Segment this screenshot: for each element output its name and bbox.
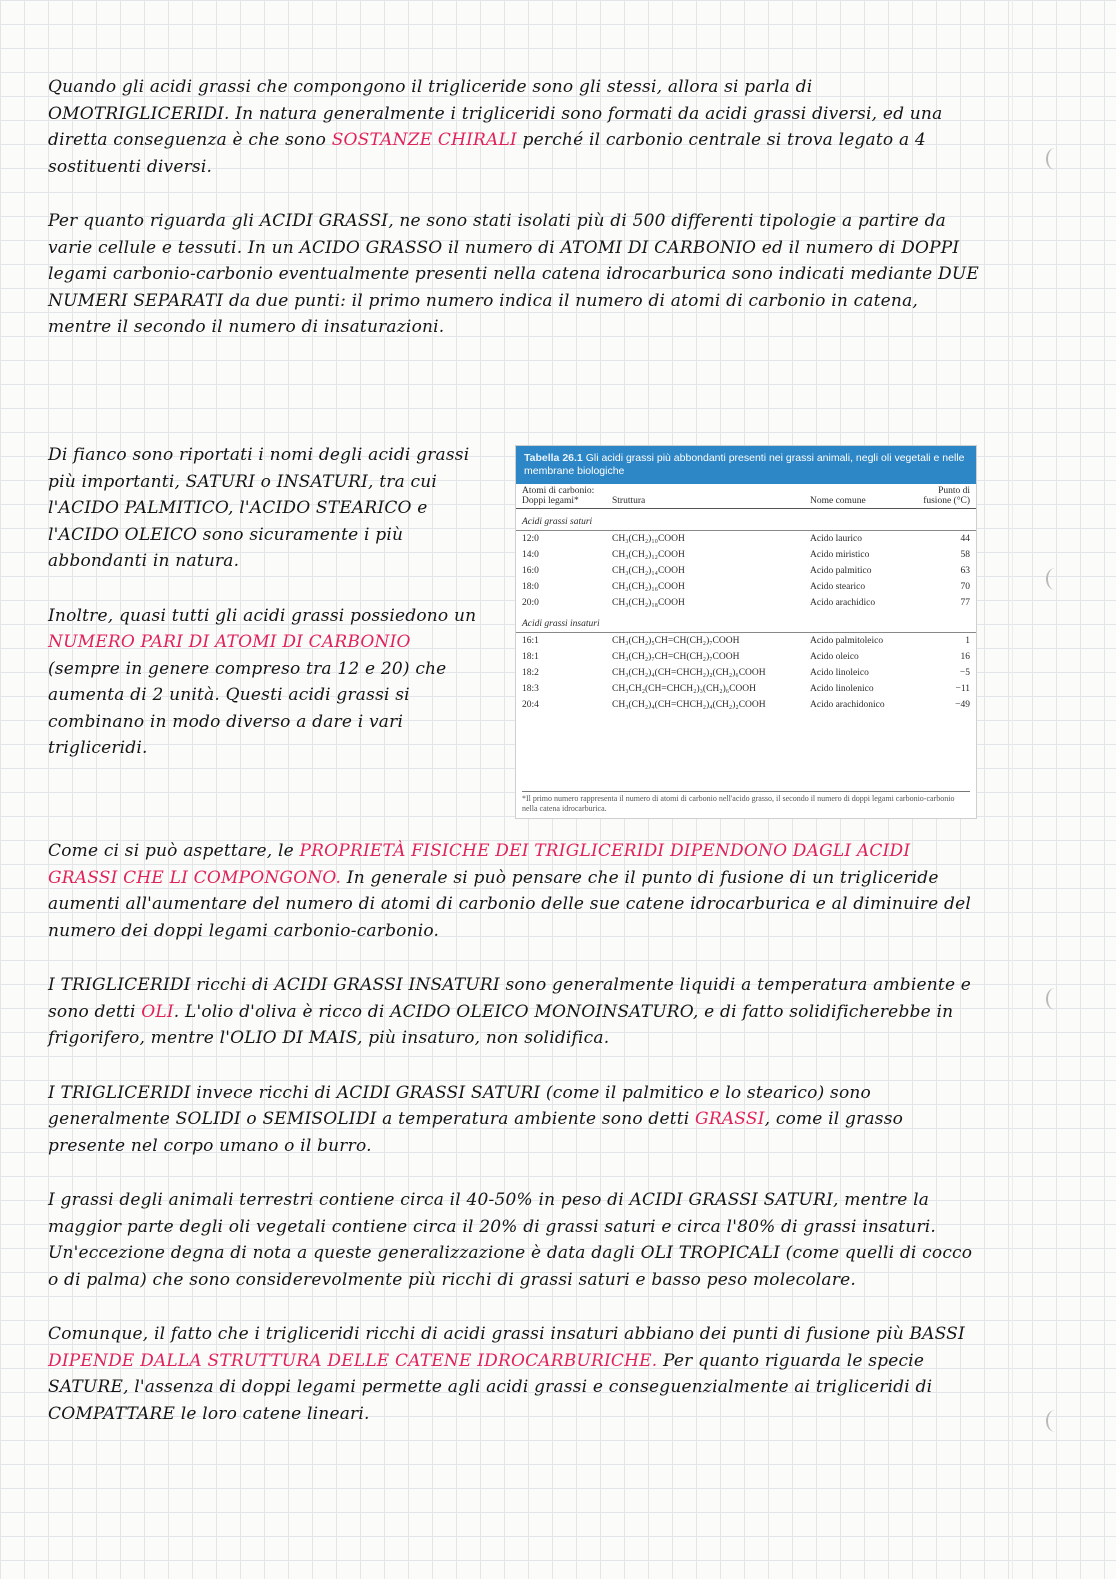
table-row <box>516 649 976 665</box>
binder-ring-mark <box>1046 988 1064 1010</box>
paragraph <box>48 603 480 762</box>
table-caption-text: Gli acidi grassi più abbondanti presenti nei grassi animali, negli oli vegetali e nelle membrane biologiche <box>524 452 965 477</box>
paragraph-gap <box>48 944 983 972</box>
highlight-text: GRASSI <box>695 1109 765 1129</box>
table-cell: Acido linolenico <box>810 684 874 694</box>
table-cell: CH₃(CH₂)₅CH=CH(CH₂)₇COOH <box>612 636 740 646</box>
table-cell: CH₃(CH₂)₄(CH=CHCH₂)₄(CH₂)₂COOH <box>612 700 766 710</box>
body-text: perché il carbonio centrale si trova legato a 4 sostituenti diversi. <box>48 130 926 177</box>
table-cell: 70 <box>960 582 970 592</box>
table-cell: 44 <box>960 534 970 544</box>
table-cell: 18:2 <box>522 668 539 678</box>
table-row <box>516 563 976 579</box>
body-text: Per quanto riguarda le specie SATURE, l'assenza di doppi legami permette agli acidi grassi e conseguenzialmente ai trigliceridi di COMPATTARE le loro catene lineari. <box>48 1350 933 1424</box>
table-cell: 18:1 <box>522 652 539 662</box>
table-cell: Acido palmitoleico <box>810 636 884 646</box>
highlight-text: NUMERO PARI DI ATOMI DI CARBONIO <box>48 632 411 652</box>
paragraph-gap <box>48 1052 983 1080</box>
table-cell: CH₃(CH₂)₇CH=CH(CH₂)₇COOH <box>612 652 740 662</box>
body-text: I TRIGLICERIDI ricchi di ACIDI GRASSI INSATURI sono generalmente liquidi a temperatura ambiente e sono detti <box>48 975 972 1022</box>
body-text: Di fianco sono riportati i nomi degli acidi grassi più importanti, SATURI o INSATURI, tra cui l'ACIDO PALMITICO, l'ACIDO STEARICO e l'ACIDO OLEICO sono sicuramente i più abbondanti in natura. <box>48 445 470 571</box>
body-text: Comunque, il fatto che i trigliceridi ricchi di acidi grassi insaturi abbiano dei punti di fusione più BASSI <box>48 1324 965 1344</box>
paragraph-gap <box>48 180 983 208</box>
table-group-title: Acidi grassi insaturi <box>516 611 976 633</box>
fatty-acids-table <box>516 484 976 713</box>
table-cell: Acido linoleico <box>810 668 869 678</box>
table-cell: Acido oleico <box>810 652 859 662</box>
table-cell: 18:3 <box>522 684 539 694</box>
paragraph <box>48 1321 983 1427</box>
body-text: , come il grasso presente nel corpo umano o il burro. <box>48 1109 904 1156</box>
paragraph <box>48 838 983 944</box>
table-cell: Acido palmitico <box>810 566 872 576</box>
table-cell: CH₃(CH₂)₁₀COOH <box>612 534 685 544</box>
table-caption-label: Tabella 26.1 <box>524 452 583 464</box>
table-cell: −11 <box>955 684 970 694</box>
table-cell: CH₃(CH₂)₁₆COOH <box>612 582 685 592</box>
notes-top <box>48 74 983 341</box>
column-header: Atomi di carbonio: Doppi legami* <box>516 484 606 509</box>
table-row <box>516 633 976 650</box>
table-cell: Acido laurico <box>810 534 862 544</box>
table-row <box>516 681 976 697</box>
table-cell: −5 <box>959 668 970 678</box>
table-cell: CH₃(CH₂)₁₈COOH <box>612 598 685 608</box>
highlight-text: SOSTANZE CHIRALI <box>331 130 517 150</box>
notes-side <box>48 442 480 762</box>
margin-line <box>1012 0 1013 1579</box>
body-text: . L'olio d'oliva è ricco di ACIDO OLEICO MONOINSATURO, e di fatto solidificherebbe in frigorifero, mentre l'OLIO DI MAIS, più insaturo, non solidifica. <box>48 1001 954 1048</box>
paragraph <box>48 1187 983 1293</box>
table-cell: 63 <box>960 566 970 576</box>
column-header: Nome comune <box>804 484 912 509</box>
paragraph <box>48 972 983 1052</box>
body-text: In natura generalmente i trigliceridi sono formati da acidi grassi diversi, ed una diretta conseguenza è che sono <box>48 103 943 150</box>
table-cell: 16:1 <box>522 636 539 646</box>
table-cell: Acido miristico <box>810 550 870 560</box>
body-text: In generale si può pensare che il punto di fusione di un trigliceride aumenti all'aumentare del numero di atomi di carbonio delle sue catene idrocarburica e al diminuire del numero dei doppi legami carbonio-carbonio. <box>48 867 972 941</box>
table-cell: Acido arachidico <box>810 598 876 608</box>
table-row <box>516 531 976 548</box>
binder-ring-mark <box>1046 568 1064 590</box>
binder-ring-mark <box>1046 148 1064 170</box>
table-cell: 12:0 <box>522 534 539 544</box>
column-header: Struttura <box>606 484 804 509</box>
table-cell: 18:0 <box>522 582 539 592</box>
table-cell: 14:0 <box>522 550 539 560</box>
body-text: Inoltre, quasi tutti gli acidi grassi possiedono un <box>48 605 477 626</box>
paragraph <box>48 442 480 575</box>
table-cell: Acido arachidonico <box>810 700 885 710</box>
paragraph <box>48 208 983 341</box>
table-cell: 1 <box>965 636 970 646</box>
table-footnote: *Il primo numero rappresenta il numero di atomi di carbonio nell'acido grasso, il secondo il numero di doppi legami carbonio-carbonio nella catena idrocarburica. <box>522 791 970 814</box>
paragraph-gap <box>48 1159 983 1187</box>
table-cell: CH₃(CH₂)₄(CH=CHCH₂)₂(CH₂)₆COOH <box>612 668 766 678</box>
table-cell: 16 <box>960 652 970 662</box>
table-group-title: Acidi grassi saturi <box>516 509 976 531</box>
table-cell: 58 <box>960 550 970 560</box>
table-row <box>516 579 976 595</box>
body-text: I TRIGLICERIDI invece ricchi di ACIDI GRASSI SATURI (come il palmitico e lo stearico) sono generalmente SOLIDI o SEMISOLIDI a temperatura ambiente sono detti <box>48 1082 871 1129</box>
table-row <box>516 665 976 681</box>
highlight-text: DIPENDE DALLA STRUTTURA DELLE CATENE IDROCARBURICHE. <box>48 1350 658 1371</box>
table-cell: CH₃(CH₂)₁₄COOH <box>612 566 685 576</box>
paragraph <box>48 74 983 180</box>
body-text: Per quanto riguarda gli ACIDI GRASSI, ne sono stati isolati più di 500 differenti tipologie a partire da varie cellule e tessuti. In un ACIDO GRASSO il numero di ATOMI DI CARBONIO ed il numero di DOPPI legami carbonio-carbonio eventualmente presenti nella catena idrocarburica sono indicati mediante DUE NUMERI SEPARATI da due punti: il primo numero indica il numero di atomi di carbonio in catena, mentre il secondo il numero di insaturazioni. <box>48 211 979 337</box>
table-cell: 20:4 <box>522 700 539 710</box>
table-cell: 16:0 <box>522 566 539 576</box>
body-text: I grassi degli animali terrestri contiene circa il 40-50% in peso di ACIDI GRASSI SATURI, mentre la maggior parte degli oli vegetali contiene circa il 20% di grassi saturi e circa l'80% di grassi insaturi. Un'eccezione degna di nota a queste generalizzazione è data dagli OLI TROPICALI (come quelli di cocco o di palma) che sono considerevolmente più ricchi di grassi saturi e basso peso molecolare. <box>48 1190 973 1290</box>
paragraph-gap <box>48 575 480 603</box>
table-caption <box>516 446 976 484</box>
table-row <box>516 697 976 713</box>
body-text: Come ci si può aspettare, le <box>48 841 300 861</box>
table-cell: CH₃(CH₂)₁₂COOH <box>612 550 685 560</box>
table-cell: 77 <box>960 598 970 608</box>
fatty-acids-table-figure <box>515 445 977 819</box>
body-text: (sempre in genere compreso tra 12 e 20) che aumenta di 2 unità. Questi acidi grassi si combinano in modo diverso a dare i vari trigliceridi. <box>48 658 447 758</box>
table-group-header <box>516 509 976 531</box>
body-text: Quando gli acidi grassi che compongono il trigliceride sono gli stessi, allora si parla di OMOTRIGLICERIDI. <box>48 77 813 124</box>
table-cell: Acido stearico <box>810 582 866 592</box>
table-group-header <box>516 611 976 633</box>
paragraph-gap <box>48 1293 983 1321</box>
paragraph <box>48 1080 983 1160</box>
column-header: Punto di fusione (°C) <box>912 484 976 509</box>
notes-bottom <box>48 838 983 1427</box>
table-cell: CH₃CH₂(CH=CHCH₂)₃(CH₂)₆COOH <box>612 684 756 694</box>
table-cell: −49 <box>955 700 970 710</box>
highlight-text: OLI <box>141 1001 174 1022</box>
highlight-text: PROPRIETÀ FISICHE DEI TRIGLICERIDI DIPENDONO DAGLI ACIDI GRASSI CHE LI COMPONGONO. <box>48 841 911 888</box>
table-cell: 20:0 <box>522 598 539 608</box>
table-row <box>516 547 976 563</box>
table-row <box>516 595 976 611</box>
binder-ring-mark <box>1046 1410 1064 1432</box>
